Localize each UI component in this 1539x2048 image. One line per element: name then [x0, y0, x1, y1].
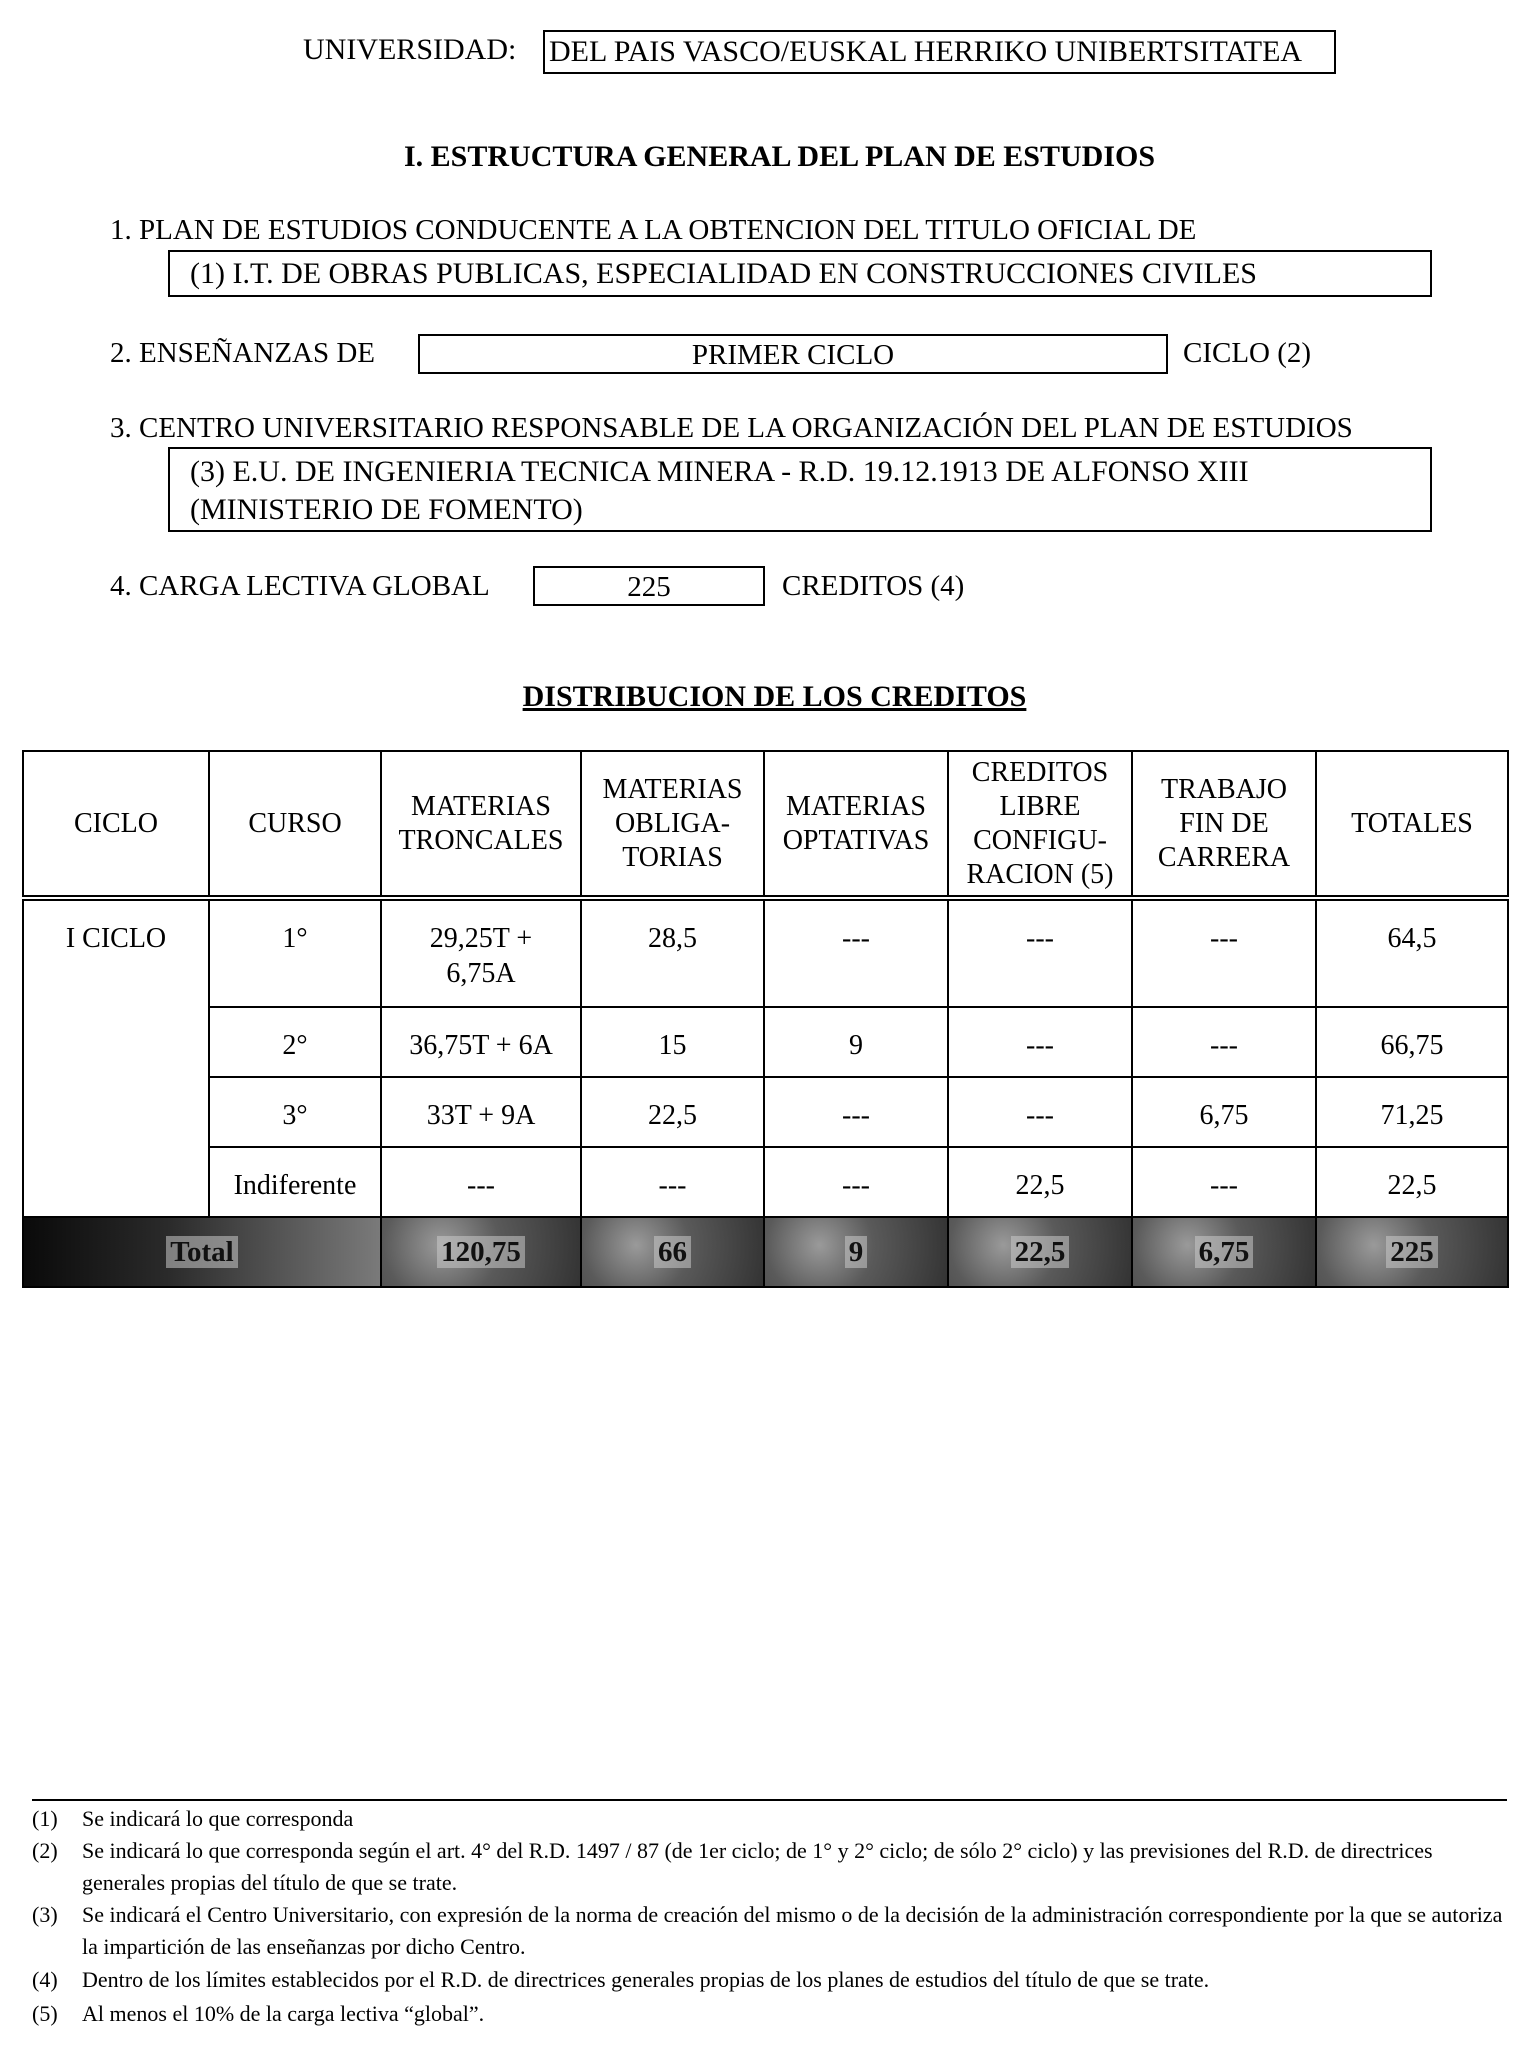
curso-cell: 1° — [209, 898, 381, 1007]
troncales-cell: --- — [381, 1147, 581, 1217]
totales-cell: 22,5 — [1316, 1147, 1508, 1217]
libre-cell: --- — [948, 1077, 1132, 1147]
footnote-divider — [32, 1799, 1507, 1801]
university-name-field: DEL PAIS VASCO/EUSKAL HERRIKO UNIBERTSITATEA — [543, 30, 1336, 74]
ensenanzas-field: PRIMER CICLO — [418, 334, 1168, 374]
trabajo-cell: 6,75 — [1132, 1077, 1316, 1147]
total-libre-cell: 22,5 — [948, 1217, 1132, 1287]
totales-cell: 66,75 — [1316, 1007, 1508, 1077]
title-plan-field: (1) I.T. DE OBRAS PUBLICAS, ESPECIALIDAD EN CONSTRUCCIONES CIVILES — [168, 250, 1432, 297]
curso-cell: 2° — [209, 1007, 381, 1077]
trabajo-cell: --- — [1132, 898, 1316, 1007]
totales-cell: 71,25 — [1316, 1077, 1508, 1147]
obligatorias-cell: --- — [581, 1147, 764, 1217]
header-totales: TOTALES — [1316, 751, 1508, 898]
header-ciclo: CICLO — [23, 751, 209, 898]
troncales-cell: 36,75T + 6A — [381, 1007, 581, 1077]
optativas-cell: --- — [764, 1147, 948, 1217]
distribution-title: DISTRIBUCION DE LOS CREDITOS — [522, 680, 1027, 713]
table-total-row — [23, 1217, 1508, 1287]
carga-lectiva-label: 4. CARGA LECTIVA GLOBAL — [110, 570, 490, 602]
total-totales-cell: 225 — [1316, 1217, 1508, 1287]
centro-label: 3. CENTRO UNIVERSITARIO RESPONSABLE DE LA ORGANIZACIÓN DEL PLAN DE ESTUDIOS — [110, 412, 1353, 444]
table-row — [23, 1147, 1508, 1217]
optativas-cell: --- — [764, 898, 948, 1007]
troncales-cell: 29,25T + 6,75A — [381, 898, 581, 1007]
carga-lectiva-field: 225 — [533, 566, 765, 606]
centro-line-1: (3) E.U. DE INGENIERIA TECNICA MINERA - R.D. 19.12.1913 DE ALFONSO XIII — [190, 455, 1249, 488]
curso-cell: Indiferente — [209, 1147, 381, 1217]
total-optativas-cell: 9 — [764, 1217, 948, 1287]
optativas-cell: 9 — [764, 1007, 948, 1077]
section-title: I. ESTRUCTURA GENERAL DEL PLAN DE ESTUDIOS — [403, 140, 1156, 173]
optativas-cell: --- — [764, 1077, 948, 1147]
carga-lectiva-suffix: CREDITOS (4) — [782, 570, 965, 602]
centro-field — [168, 447, 1432, 532]
table-row — [23, 1077, 1508, 1147]
curso-cell: 3° — [209, 1077, 381, 1147]
total-trabajo-cell: 6,75 — [1132, 1217, 1316, 1287]
header-obligatorias: MATERIAS OBLIGA- TORIAS — [581, 751, 764, 898]
footnote-item: (4) Dentro de los límites establecidos por el R.D. de directrices generales propias de los planes de estudios del título de que se trate. — [32, 1967, 1210, 1992]
university-label: UNIVERSIDAD: — [303, 33, 517, 66]
header-optativas: MATERIAS OPTATIVAS — [764, 751, 948, 898]
centro-line-2: (MINISTERIO DE FOMENTO) — [190, 493, 583, 526]
libre-cell: --- — [948, 898, 1132, 1007]
footnote-item: (2) Se indicará lo que corresponda según el art. 4° del R.D. 1497 / 87 (de 1er ciclo; de 1° y 2° ciclo; de sólo 2° ciclo) y las previsiones del R.D. de directrices generales propias del título de que se trate. — [32, 1838, 1433, 1895]
obligatorias-cell: 15 — [581, 1007, 764, 1077]
total-troncales-cell: 120,75 — [381, 1217, 581, 1287]
title-plan-label: 1. PLAN DE ESTUDIOS CONDUCENTE A LA OBTENCION DEL TITULO OFICIAL DE — [110, 214, 1197, 246]
obligatorias-cell: 22,5 — [581, 1077, 764, 1147]
credits-table — [22, 750, 1509, 1288]
libre-cell: 22,5 — [948, 1147, 1132, 1217]
ensenanzas-label: 2. ENSEÑANZAS DE — [110, 337, 376, 369]
ciclo-cell: I CICLO — [23, 898, 209, 1217]
ensenanzas-suffix: CICLO (2) — [1183, 337, 1312, 369]
total-obligatorias-cell: 66 — [581, 1217, 764, 1287]
table-row — [23, 898, 1508, 1007]
obligatorias-cell: 28,5 — [581, 898, 764, 1007]
total-label-cell: Total — [23, 1217, 381, 1287]
trabajo-cell: --- — [1132, 1147, 1316, 1217]
footnote-item: (5) Al menos el 10% de la carga lectiva “global”. — [32, 2001, 485, 2026]
footnote-item: (1) Se indicará lo que corresponda — [32, 1806, 354, 1831]
header-curso: CURSO — [209, 751, 381, 898]
table-header-row — [23, 751, 1508, 898]
header-libre-configuracion: CREDITOS LIBRE CONFIGU- RACION (5) — [948, 751, 1132, 898]
libre-cell: --- — [948, 1007, 1132, 1077]
totales-cell: 64,5 — [1316, 898, 1508, 1007]
footnote-item: (3) Se indicará el Centro Universitario, con expresión de la norma de creación del mismo o de la decisión de la administración correspondiente por la que se autoriza la impartición de las enseñanzas por dicho Centro. — [32, 1902, 1503, 1959]
troncales-cell: 33T + 9A — [381, 1077, 581, 1147]
header-troncales: MATERIAS TRONCALES — [381, 751, 581, 898]
table-row — [23, 1007, 1508, 1077]
header-trabajo-fin-carrera: TRABAJO FIN DE CARRERA — [1132, 751, 1316, 898]
trabajo-cell: --- — [1132, 1007, 1316, 1077]
